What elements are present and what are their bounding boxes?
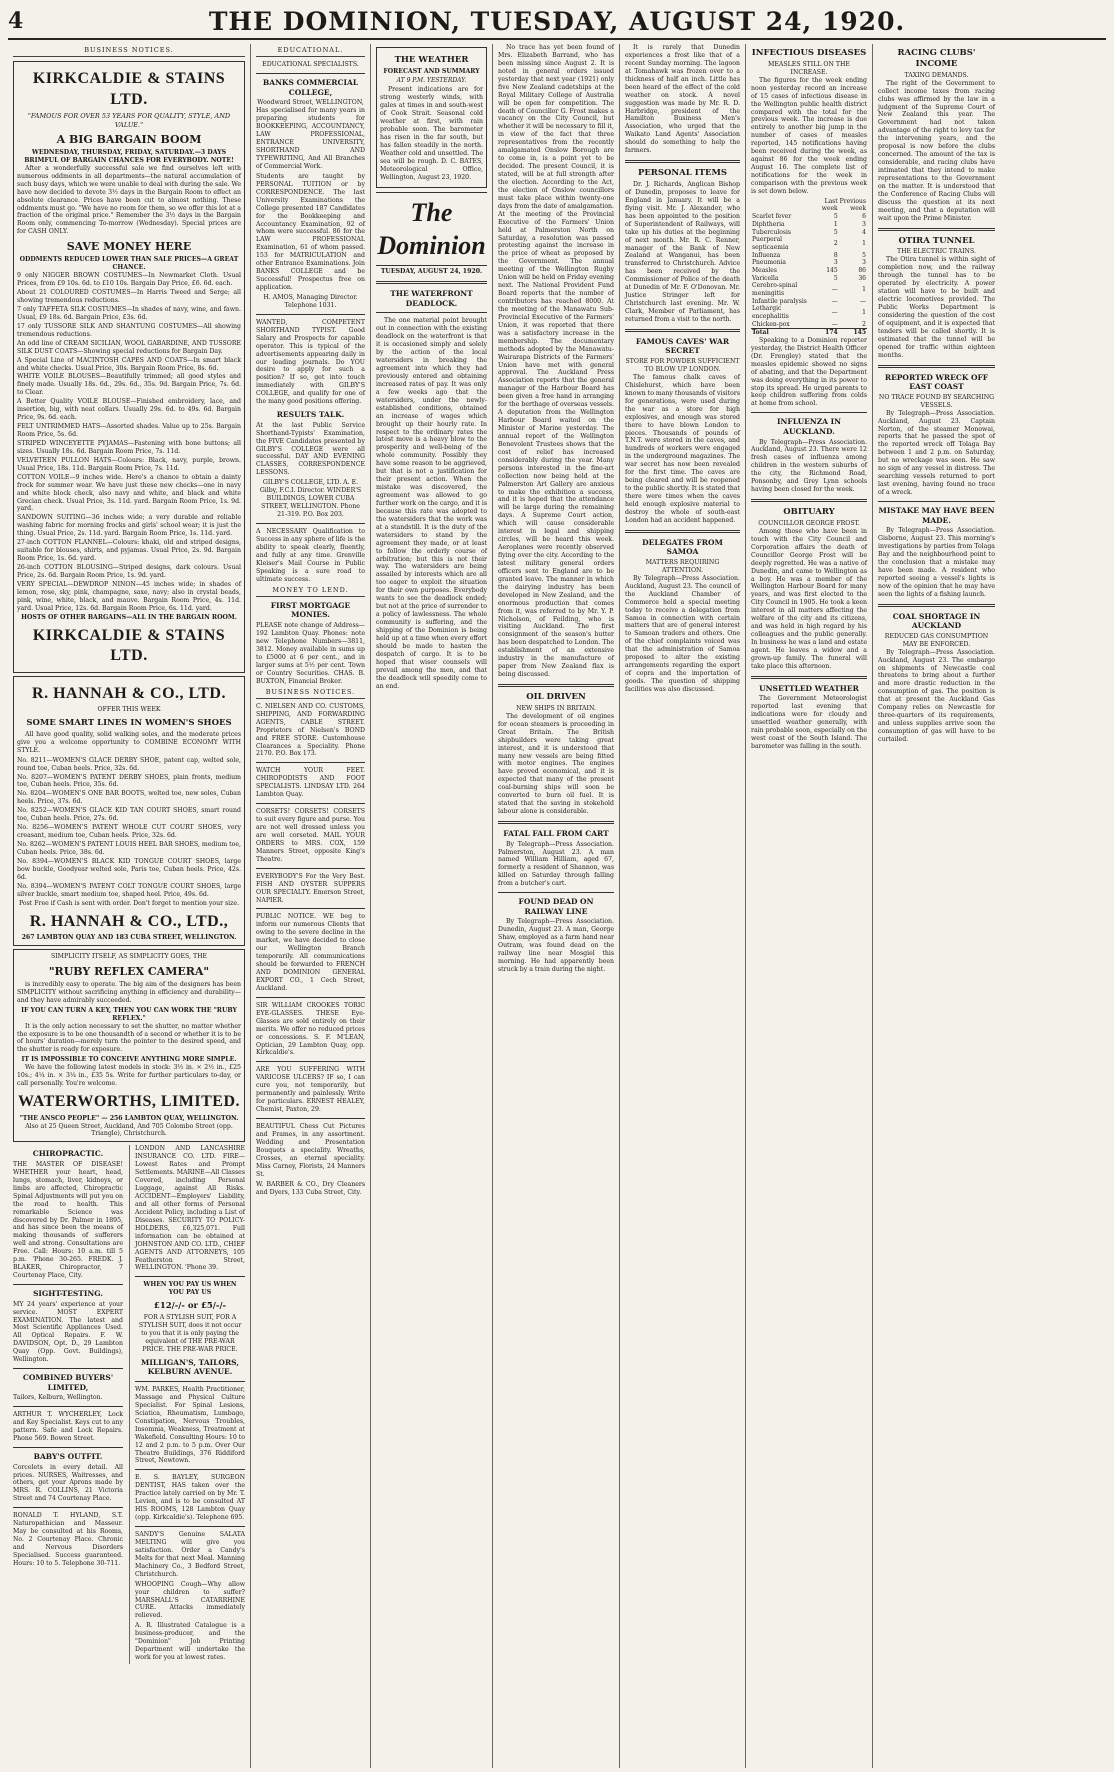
disease-prev: — [860, 297, 866, 305]
advert-heading: "RUBY REFLEX CAMERA" [48, 964, 210, 978]
sale-item: 9 only NIGGER BROWN COSTUMES—In Newmarket Cloth. Usual Prices, from £9 10s. 6d. to £10 10s. Bargain Day Price, £6. 6d. each. [17, 272, 241, 288]
article-subtitle: NEW SHIPS IN BRITAIN. [516, 704, 596, 712]
small-adverts-right [129, 1145, 245, 1664]
column-3-weather-editorial [371, 44, 493, 1768]
table-row [751, 282, 867, 297]
small-advert-text: E. S. BAYLEY, SURGEON DENTIST, HAS taken over the Practice lately carried on by Mr. T. Levien, and is to be consulted AT HIS ROOMS, 128 Lambton Quay (opp. Kirkcaldie's). Telephone 695. [135, 1474, 245, 1522]
advert-days: WEDNESDAY, THURSDAY, FRIDAY, SATURDAY.—3 DAYS BRIMFUL OF BARGAIN CHANCES FOR EVERYBODY. NOTE! [24, 148, 234, 164]
article-subtitle: STORE FOR POWDER SUFFICIENT TO BLOW UP LONDON. [625, 358, 740, 373]
disease-prev: 2 [862, 320, 866, 328]
disease-last: — [831, 286, 838, 294]
article-subtitle: THE ELECTRIC TRAINS. [897, 248, 976, 256]
news-paragraphs: No trace has yet been found of Mrs. Elizabeth Barrand, who has been missing since August 2. It is noted in general orders issued yesterday that next year (1921) only five New Zealand cadetships at the Royal Military College of Australia will be open for competition. The death of Councillor G. Frost makes a vacancy on the City Council, but whether it will be necessary to fill it, in view of the fact that three representatives from the recently amalgamated Onslow Borough are to come in, is a point yet to be decided. The present Council, it is stated, will be at full strength after the election. According to the Act, the election of Onslow councillors must take place within twenty-one days from the date of amalgamation. At the meeting of the Provincial Executive of the Farmers' Union held at Palmerston North on Saturday, a resolution was passed protesting against the increase in the price of wheat as proposed by the Government. The annual meeting of the Wellington Rugby Union will be held on Friday evening next. The National Provident Fund Board reports that the number of contributors has reached 8000. At the meeting of the Manawatu Sub-Provincial Executive of the Farmers' Union, it was reported that there was a satisfactory increase in the membership. The documentary methods adopted by the Manawatu-Wairarapa Districts of the Farmers' Union have met with general approval. The Auckland Press Association reports that the general manager of the Harbour Board has been given a free hand in arranging for the berthage of overseas vessels. A deputation from the Wellington Harbour Board waited on the Minister of Marine yesterday. The annual report of the Wellington Benevolent Trustees shows that the cost of relief has increased considerably during the year. Many persons interested in the fine-art collection now being held at the Palmerston Art Gallery are anxious to make the exhibition a success, and it is hoped that the attendance will be large during the remaining days. A Supreme Court action, which will cause considerable interest in legal and shipping circles, will be heard this week. Aeroplanes were recently observed flying over the city. According to the latest military general orders officers sent to England are to be granted leave. The manner in which the dairying industry has been developed in New Zealand, and the enormous production that comes from it, was referred to by Mr. Y. P. Nicholson, of Feilding, who is visiting Auckland. The first consignment of the season's butter has been despatched to London. The establishment of an extensive industry in the manufacture of paper from New Zealand flax is being discussed. [498, 44, 614, 679]
disease-name: Tuberculosis [752, 228, 791, 236]
advert-subtitle: ODDMENTS REDUCED LOWER THAN SALE PRICES—A GREAT CHANCE. [19, 256, 239, 272]
table-row [751, 305, 867, 320]
table-row [751, 213, 867, 221]
advert-title: BANKS COMMERCIAL COLLEGE, [262, 78, 359, 97]
disease-name: Cerebro-spinal meningitis [752, 282, 798, 297]
small-advert-text: SANDY'S Genuine SALATA MELTING will give you satisfaction. Order a Candy's Melts for that next Meal. Manning Machinery Co., 3 Bedford Street, Christchurch. [135, 1531, 245, 1578]
advert-note: Post Free if Cash is sent with order. Don't forget to mention your size. [18, 899, 240, 907]
disease-name: Infantile paralysis [752, 297, 807, 305]
article-body: The Otira tunnel is within sight of completion now, and the railway through the tunnel has to be operated by electricity. A power station will have to be built and electric locomotives provided. The Public Works Department is considering the question of the cost of equipment, and it is expected that tenders will be called shortly. It is estimated that the tunnel will be opened for traffic within eighteen months. [878, 256, 995, 359]
disease-name: Measles [752, 266, 777, 274]
advert-text: ARE YOU SUFFERING WITH VARICOSE ULCERS? IF so, I can cure you, not temporarily, but permanently and painlessly. Write for particulars. ERNEST HEALEY, Chemist, Paxton, 29. [256, 1066, 365, 1114]
advert-tag: "THE ANSCO PEOPLE" — 256 LAMBTON QUAY, WELLINGTON. [19, 1114, 239, 1122]
section-heading: BUSINESS NOTICES. [256, 688, 365, 699]
disease-last: 5 [833, 213, 838, 221]
advert-text: SIR WILLIAM CROOKES TORIC EYE-GLASSES. THESE Eye-Glasses are sold entirely on their merits. We offer no reduced prices or concessions. S. F. M'LEAN, Optician, 29 Lambton Quay, opp. Kirkcaldie's. [256, 1001, 365, 1057]
article-body: The famous chalk caves of Chislehurst, which have been known to many thousands of visitors for generations, were used during the war as a store for high explosives, and enough was stored there to have blown London to pieces. Thousands of pounds of T.N.T. were stored in the caves, and hundreds of workers were engaged in the underground magazines. The war secret has now been revealed for the first time. The caves are being cleared and will be reopened to the public shortly. It is stated that there were times when the caves held enough explosive material to destroy the whole of south-east London had an accident happened. [625, 373, 740, 524]
disease-name: Influenza [752, 251, 781, 259]
article-body: The development of oil engines for ocean steamers is proceeding in Great Britain. The British shipbuilders were taking great interest, and it is understood that many new vessels are being fitted with motor engines. The engines have proved economical, and it is expected that many of the present coal-burning ships will soon be converted to burn oil fuel. It is stated that the saving in stokehold labour alone is considerable. [498, 712, 614, 816]
advert-offer: OFFER THIS WEEK [97, 706, 161, 713]
advert-emphasis: IT IS IMPOSSIBLE TO CONCEIVE ANYTHING MORE SIMPLE. [21, 1056, 237, 1064]
table-row [751, 221, 867, 229]
advert-text: W. BARBER & CO., Dry Cleaners and Dyers, 133 Cuba Street, City. [256, 1180, 365, 1196]
article-body: By Telegraph—Press Association. Auckland, August 23. Captain Norton, of the steamer Monowai, reports that he passed the spot of the reported wreck off Tolaga Bay between 1 and 2 p.m. on Saturday, but no wreckage was seen. He saw no sign of any vessel in distress. The searching vessels returned to port last evening, having found no trace of a wreck. [878, 409, 995, 496]
shoe-item: No. 8211—WOMEN'S GLACE DERBY SHOE, patent cap, welted sole, round toe, Cuban heels. Price, 32s. 6d. [17, 756, 241, 772]
advert-heading: A BIG BARGAIN BOOM [56, 132, 202, 146]
article-body: By Telegraph—Press Association. Palmerston, August 23. A man named William Hilliam, aged 67, formerly a resident of Shannon, was killed on Saturday through falling from a butcher's cart. [498, 840, 614, 888]
disease-name: Scarlet fever [752, 213, 792, 221]
disease-last: — [831, 309, 838, 317]
sale-item: A Better Quality VOILE BLOUSE—Finished embroidery, lace, and insertion, big, with neat collars. Usually 29s. 6d. to 49s. 6d. Bargain Price, 9s. 6d. each. [17, 398, 241, 422]
advert-text: PUBLIC NOTICE. WE beg to inform our numerous Clients that owing to the severe decline in the market, we have decided to close our Wellington Branch temporarily. All communications should be forwarded to FRENCH AND DOMINION GENERAL EXPORT CO., 1 Cech Street, Auckland. [256, 913, 365, 992]
advert-text: Has specialised for many years in preparing students for BOOKKEEPING, ACCOUNTANCY, LAW PROFESSIONAL, ENTRANCE UNIVERSITY, SHORTHAND AND TYPEWRITING, And All Branches of Commercial Work. [256, 107, 365, 170]
camera-advert [13, 949, 245, 1142]
advert-signature: H. AMOS, Managing Director. Telephone 1031. [263, 293, 358, 309]
disease-last: 3 [833, 259, 838, 267]
disease-prev: 4 [862, 228, 866, 236]
disease-last: 2 [833, 240, 838, 247]
sale-item: An odd line of CREAM SICILIAN, WOOL GABARDINE, AND TUSSORE SILK DUST COATS—Showing special reductions for Bargain Day. [17, 339, 241, 355]
news-paragraphs: It is rarely that Dunedin experiences a frost like that of a recent Sunday morning. The lagoon at Tomahawk was frozen over to a thickness of half an inch. Little has been heard of the effect of the cold weather on stock. A novel suggestion was made by Mr. R. D. Harbridge, president of the Hamilton Business Men's Association, who urged that the Waikato Land Agents' Association should do something to help the farmers. [625, 44, 740, 155]
article-subtitle: REDUCED GAS CONSUMPTION MAY BE ENFORCED. [884, 632, 989, 648]
shoe-item: No. 8262—WOMEN'S PATENT LOUIS HEEL BAR SHOES, medium toe, Cuban heels. Price, 38s. 6d. [17, 841, 241, 856]
disease-name: Pneumonia [752, 259, 786, 267]
small-advert-text: WM. PARKES, Health Practitioner, Massage and Physical Culture Specialist. For Spinal Lesions, Sciatica, Rheumatism, Lumbago, Constipation, Nervous Troubles, Insomnia, Weakness, Treatment at Wakefield. Consulting Hours: 10 to 12 and 2 p.m. to 5 p.m. Over Our Theatre Buildings, 376 Riddiford Street, Newtown. [135, 1386, 245, 1465]
article-body: Dr. J. Richards, Anglican Bishop of Dunedin, proposes to leave for England in January. It will be a flying visit. Mr. J. Alexander, who has been appointed to the position of Superintendent of Railways, will take up his duties at the beginning of next month. Mr. R. C. Renner, manager of the Bank of New Zealand at Wanganui, has been transferred to Christchurch. Advice has been received by the Commissioner of Police of the death at Dunedin of Mr. F. O'Donovan. Mr. Justice Stringer left for Christchurch last evening. Mr. W. Clark, Member of Parliament, has returned from a visit to the north. [625, 181, 740, 323]
small-advert-text: ARTHUR T. WYCHERLEY, Lock and Key Specialist. Keys cut to any pattern. Safe and Lock Repairs. Phone 569. Bowen Street. [13, 1411, 123, 1443]
advert-heading: SOME SMART LINES IN WOMEN'S SHOES [26, 717, 232, 728]
column-2-educational [251, 44, 371, 1768]
disease-last: — [831, 320, 838, 328]
page-masthead [8, 4, 1106, 40]
small-advert-prices: £12/-/- or £5/-/- [153, 1301, 227, 1312]
sale-item: 26-inch COTTON BLOUSING—Striped designs, dark colours. Usual Price, 2s. 6d. Bargain Room Price, 1s. 9d. yard. [17, 564, 241, 579]
advert-title: R. HANNAH & CO., LTD. [32, 684, 226, 702]
table-total-row [751, 329, 867, 337]
advert-signature: R. HANNAH & CO., LTD., [29, 912, 229, 930]
article-subtitle: TAXING DEMANDS. [904, 71, 969, 79]
disease-last: 5 [833, 274, 838, 282]
page-columns [8, 44, 1106, 1768]
advert-lead: SIMPLICITY ITSELF, AS SIMPLICITY GOES, THE [50, 952, 208, 960]
table-row [751, 275, 867, 283]
advert-text: BEAUTIFUL Chess Cut Pictures and Frames, in any assortment. Wedding and Presentation Bouquets a speciality. Wreaths, Crosses, an eternal speciality. Miss Carney, Florists, 24 Manners St. [256, 1123, 365, 1178]
disease-name: Puerperal septicaemia [752, 236, 789, 251]
sale-item: STRIPED WINCEYETTE PYJAMAS—Fastening with bone buttons; all sizes. Usually 18s. 6d. Bargain Room Price, 7s. 11d. [17, 439, 241, 455]
article-body: The right of the Government to collect income taxes from racing clubs was affirmed by the law in a judgment of the Supreme Court of New Zealand this year. The Government had not taken advantage of the right to levy tax for the intervening years, and the proposal is now before the clubs concerned. The amount of the tax is considerable, and racing clubs have intimated that they intend to make representations to the Government on the matter. It is understood that the Conference of Racing Clubs will discuss the question at its next meeting, and that a deputation will wait upon the Prime Minister. [878, 79, 995, 222]
advert-title: KIRKCALDIE & STAINS LTD. [32, 70, 226, 108]
article-body: The figures for the week ending noon yesterday record an increase of 15 cases of infectious disease in the Wellington public health district compared with the total for the previous week. The increase is due entirely to another big jump in the number of cases of measles reported, 145 notifications having been received during the week, as against 86 for the week ending August 16. The complete list of notifications for the week in comparison with the previous week is set down below. [751, 76, 867, 195]
disease-prev: 86 [858, 266, 866, 274]
article-title: FATAL FALL FROM CART [503, 829, 609, 838]
kirkcaldie-advert [13, 61, 245, 672]
table-header: Previous week [839, 197, 866, 213]
weather-subtitle: FORECAST AND SUMMARY [383, 67, 480, 75]
disease-prev: 5 [862, 251, 866, 259]
sale-item: A Special Line of MACINTOSH CAPES AND COATS—In smart black and white checks. Usual Price, 30s. Bargain Room Price, 8s. 6d. [17, 356, 241, 372]
article-title: UNSETTLED WEATHER [759, 683, 859, 693]
advert-tagline: "FAMOUS FOR OVER 53 YEARS FOR QUALITY, STYLE, AND VALUE." [27, 112, 231, 129]
article-title: REPORTED WRECK OFF EAST COAST [884, 372, 989, 392]
table-row [751, 252, 867, 260]
shoe-item: No. 8252—WOMEN'S GLACE KID TAN COURT SHOES, smart round toe, Cuban heels. Price, 27s. 6d. [17, 807, 241, 823]
article-subtitle: COUNCILLOR GEORGE FROST. [758, 519, 860, 527]
advert-text: Students are taught by PERSONAL TUITION or by CORRESPONDENCE. The last University Examinations the College presented 187 Candidates for the Bookkeeping and Accountancy Examination, 92 of whom were successful. 86 for the LAW PROFESSIONAL Examination, 61 of whom passed. 153 for MATRICULATION and other Entrance Examinations. Join BANKS COLLEGE and be Successful! Prospectus free on application. [256, 172, 365, 291]
sale-item: COTTON VOILE—9 inches wide. Here's a chance to obtain a dainty frock for summer wear. We have just these new checks—one in navy and white block check, also navy and white, and black and white Grecian check. Usual Price, 3s. 11d. yard. Bargain Room Price, 1s. 9d. yard. [17, 473, 241, 513]
shoe-item: No. 8256—WOMEN'S PATENT WHOLE CUT COURT SHOES, very creasant, medium toe, Cuban heels. Price, 32s. 6d. [17, 824, 241, 840]
section-subheading: EDUCATIONAL SPECIALISTS. [262, 61, 359, 69]
editorial-body: The one material point brought out in connection with the existing deadlock on the waterfront is that it is occasioned simply and solely by the action of the local watersiders in breaking the agreement into which they had previously entered and obtaining increased rates of pay. It was only a few weeks ago that the watersiders, under the newly-established conditions, obtained an increase of wages which brought up their hourly rate. In respect to the ordinary rates the latest move is a heavy blow to the prosperity and well-being of the whole community. Possibly they have some reason to be aggrieved, but that is not a justification for their present action. When the mistake was discovered, the agreement was allowed to go further work on the cargo, and it is because this rate was adopted to the watersiders that the work was at a standstill. It is the duty of the watersiders to stand by the agreement they made, or at least to follow the orderly course of arbitration; but this is not their way. The watersiders are being assailed by interests which are all too eager to exploit the situation for their own purposes. Everybody wants to see the deadlock ended; but not at the price of surrender to a policy of lawlessness. The whole community is suffering, and the shipping of the Dominion is being held up at a time when every effort should be made to hasten the despatch of cargo. It is to be hoped that wiser counsels will prevail among the men, and that the deadlock will speedily come to an end. [376, 317, 487, 690]
advert-signature: WATERWORTHS, LIMITED. [17, 1093, 240, 1111]
column-6-news [746, 44, 873, 1768]
small-advert-text: WHOOPING Cough—Why allow your children to suffer? MARSHALL'S CATARRHINE CURE. Attacks immediately relieved. [135, 1580, 245, 1620]
article-subtitle: NO TRACE FOUND BY SEARCHING VESSELS. [878, 393, 995, 409]
article-body: Among those who have been in touch with the City Council and Corporation affairs the death of Councillor George Frost will be deeply regretted. He was a native of Dunedin, and came to Wellington as a boy. He was a member of the Wellington Harbour Board for many years, and was first elected to the City Council in 1905. He took a keen interest in all matters affecting the welfare of the city and its citizens, and was held in high regard by his colleagues and the public generally. In business he was a land and estate agent. He leaves a widow and a grown-up family. The funeral will take place this afternoon. [751, 527, 867, 670]
small-advert-text: THE MASTER OF DISEASE! WHETHER your heart, head, lungs, stomach, liver, kidneys, or limbs are affected, Chiropractic Spinal Adjustments will put you on the road to health. This remarkable Science was discovered by Dr. Palmer in 1895, and has since been the means of making thousands of sufferers well and strong. Consultations are Free. Call: Hours: 10 a.m. till 5 p.m. 'Phone 30-265. FREDK. J. BLAKER, Chiropractor, 7 Courtenay Place, City. [13, 1160, 123, 1280]
page-number: 4 [8, 8, 24, 34]
disease-prev: 1 [862, 240, 866, 247]
weather-title: THE WEATHER [394, 55, 469, 65]
shoe-item: No. 8394—WOMEN'S PATENT COLT TONGUE COURT SHOES, large silver buckle, smart medium toe, shaped heel. Price, 49s. 6d. [17, 882, 241, 898]
column-4-news [493, 44, 620, 1768]
sale-item: 7 only TAFFETA SILK COSTUMES—In shades of navy, wine, and fawn. Usual, £9 18s. 6d. Bargain Price, £3s. 6d. [17, 305, 241, 321]
article-title: RACING CLUBS' INCOME [897, 48, 976, 69]
shoe-item: No. 8394—WOMEN'S BLACK KID TONGUE COURT SHOES, large bow buckle, Goodyear welted sole, Paris toe, Cuban heels. Price, 42s. 6d. [17, 857, 241, 881]
article-title: FOUND DEAD ON RAILWAY LINE [518, 897, 594, 916]
column-7-news [873, 44, 1000, 1768]
table-row [751, 236, 867, 251]
small-advert-text: RONALD T. HYLAND, S.T. Naturopathician and Masseur. May be consulted at his Rooms, No. 2 Courtenay Place. Chronic and Nervous Disorders Specialised. Success guaranteed. Hours: 10 to 5. Telephone 30-711. [13, 1512, 123, 1567]
small-advert-text: Tailors, Kelburn, Wellington. [13, 1394, 103, 1402]
article-body: By Telegraph—Press Association. Auckland, August 23. The council of the Auckland Chamber of Commerce held a special meeting today to receive a delegation from Samoa in connection with certain matters that are of general interest to Samoan traders and others. One of the chief complaints voiced was that the administration of Samoa proposed to alter the existing arrangements regarding the export of copra and the importation of goods. The question of shipping facilities was also discussed. [625, 574, 740, 693]
total-last: 174 [825, 329, 838, 337]
advert-body: It is the only action necessary to set the shutter, no matter whether the exposure is to be one thousandth of a second or whether it is to be of hours' duration—merely turn the pointer to the desired speed, and the shutter is ready for exposure. [17, 1022, 241, 1054]
advert-text: CORSETS! CORSETS! CORSETS to suit every figure and purse. You are not well dressed unless you are well corseted. MAIL YOUR ORDERS to MRS. COX, 159 Manners Street, opposite King's Theatre. [256, 808, 365, 863]
article-title: OBITUARY [783, 507, 835, 518]
advert-text: C. NIELSEN AND CO. CUSTOMS, SHIPPING, AND FORWARDING AGENTS, CABLE STREET. Proprietors of Nielsen's BOND and FREE STORE. Customhouse Clearances a Speciality. Phone 2170. P.O. Box 173. [256, 702, 365, 758]
article-title: FAMOUS CAVES' WAR SECRET [635, 336, 730, 356]
newspaper-nameplate: The Dominion [376, 192, 487, 267]
advert-text: A NECESSARY Qualification to Success in any sphere of life is the ability to speak clearly, fluently, and fully at any time. Grenville Kleiser's Mail Course in Public Speaking is a sure road to ultimate success. [256, 527, 365, 583]
small-advert-text: FOR A STYLISH SUIT, FOR A STYLISH SUIT, does it not occur to you that it is only paying the equivalent of THE PRE-WAR PRICE. THE PRE-WAR PRICE. [138, 1314, 242, 1353]
table-row [751, 259, 867, 267]
disease-table [751, 198, 867, 337]
disease-prev: 3 [862, 220, 866, 228]
total-prev: 145 [853, 329, 866, 337]
shoe-item: No. 8207—WOMEN'S PATENT DERBY SHOES, plain fronts, medium toe, Cuban heels. Price, 35s. 6d. [17, 773, 241, 789]
advert-intro: After a wonderfully successful sale we find ourselves left with numerous oddments in all departments—the natural accumulation of such busy days, which we were unable to deal with during the sale. We have now decided to devote 3½ days in the Bargain Room to effect an absolute clearance. Prices have been cut to almost nothing. These oddments must go. "We have no room for them, so we offer this lot at a fraction of the original price." Remember the 3½ days in the Bargain Room only, commencing To-morrow (Wednesday). Special prices are for CASH ONLY. [17, 164, 241, 236]
advert-subheading: SAVE MONEY HERE [66, 240, 192, 254]
article-body: By Telegraph—Press Association. Auckland, August 23. The embargo on shipments of Newcastle coal threatens to bring about a further and more drastic reduction in the consumption of gas. The position is that at present the Auckland Gas Company relies on Newcastle for three-quarters of its requirements, and unless supplies arrive soon the consumption of gas will have to be curtailed. [878, 648, 995, 743]
article-body: By Telegraph—Press Association. Gisborne, August 23. This morning's investigations by parties from Tolaga Bay and the neighbourhood point to the conclusion that a mistake may have been made. A resident who reported seeing a vessel's lights is now of the opinion that he may have seen the lights of a fishing launch. [878, 527, 995, 598]
sale-item: 27-inch COTTON FLANNEL—Colours: khaki, old and striped designs, suitable for blouses, shirts, and pyjamas. Usual Price, 2s. 9d. Bargain Room Price, 1s. 6d. yard. [17, 539, 241, 563]
weather-text: Present indications are for strong westerly winds, with gales at times in and south-west of Cook Strait. Seasonal cold weather at first, with rain probable soon. The barometer has risen in the far south, but has fallen steadily in the north. Weather cold and unsettled. The sea will be rough. D. C. BATES, Meteorological Office, Wellington, August 23, 1920. [380, 86, 483, 181]
issue-date: TUESDAY, AUGUST 24, 1920. [380, 268, 483, 276]
small-advert-title: WHEN YOU PAY US WHEN YOU PAY US [143, 1281, 237, 1297]
disease-last: 5 [833, 228, 838, 236]
small-advert-title: BABY'S OUTFIT. [33, 1452, 103, 1462]
editorial-title: THE WATERFRONT DEADLOCK. [390, 289, 473, 308]
advert-address: Woodward Street, WELLINGTON, [257, 99, 364, 107]
hannah-shoes-advert [13, 676, 245, 946]
disease-last: 145 [826, 266, 838, 274]
article-title: OIL DRIVEN [526, 692, 586, 702]
small-adverts-grid [13, 1145, 245, 1664]
advert-intro: All have good quality, solid walking soles, and the moderate prices give you a welcome opportunity to COMBINE ECONOMY WITH STYLE. [17, 730, 241, 754]
sale-item: WHITE VOILE BLOUSES—Beautifully trimmed; all good styles and finely made. Usually 18s. 6d., 29s. 6d., 35s. 9d. Bargain Price, 7s. 6d. to Clear. [17, 373, 241, 397]
table-row [751, 267, 867, 275]
masthead-title: THE DOMINION, TUESDAY, AUGUST 24, 1920. [208, 6, 906, 36]
advert-text: WANTED, COMPETENT SHORTHAND TYPIST. Good Salary and Prospects for capable operator. This is typical of the advertisements appearing daily in our leading journals. Do YOU desire to apply for such a position? If so, get into touch immediately with GILBY'S COLLEGE, and qualify for one of the many good positions offering. [256, 318, 365, 406]
weather-time: AT 9 P.M. YESTERDAY. [396, 76, 467, 84]
disease-name: Lethargic encephalitis [752, 305, 789, 320]
section-heading: BUSINESS NOTICES. [13, 46, 245, 57]
advert-address: Also at 25 Queen Street, Auckland, And 705 Colombo Street (opp. Triangle), Christchurch. [25, 1122, 233, 1138]
table-row [751, 321, 867, 329]
advert-signature: KIRKCALDIE & STAINS LTD. [32, 626, 226, 665]
article-subtitle: MATTERS REQUIRING ATTENTION. [645, 558, 720, 574]
small-advert-text: Corcelets in every detail. All prices. NURSES, Waitresses, and others, get your Aprons made by MRS. R. COLLINS, 21 Victoria Street and 74 Courtenay Place. [13, 1463, 123, 1503]
advert-footer: HOSTS OF OTHER BARGAINS—ALL IN THE BARGAIN ROOM. [21, 613, 237, 621]
disease-last: — [831, 297, 838, 305]
disease-prev: 1 [862, 286, 866, 294]
sale-item: VERY SPECIAL—DEWDROP NINON—45 inches wide; in shades of lemon, rose, sky, pink, champagne, saxe, navy; also in crystal beads, pink, wine, white, black, and mauve. Bargain Room Price, 4s. 11d. yard. Usual Price, 12s. 6d. Bargain Room Price, 6s. 11d. yard. [17, 580, 241, 612]
section-heading: MONEY TO LEND. [256, 586, 365, 597]
article-body: Speaking to a Dominion reporter yesterday, the District Health Officer (Dr. Frengley) stated that the measles epidemic showed no signs of abating, and that the Department was doing everything in its power to stop its spread. He urged parents to keep children suffering from colds at home from school. [751, 336, 867, 408]
small-advert-text: LONDON AND LANCASHIRE INSURANCE CO. LTD. FIRE—Lowest Rates and Prompt Settlements. MARINE—All Classes Covered, including Personal Luggage, against All Risks. ACCIDENT—Employers' Liability, and all other forms of Personal Accident Policy, including a List of Diseases. SECURITY TO POLICY-HOLDERS, £6,325,071. Full information can be obtained at JOHNSTON AND CO. LTD., CHIEF AGENTS AND ATTORNEYS, 105 Featherston Street, WELLINGTON. 'Phone 39. [135, 1145, 245, 1272]
disease-last: 8 [833, 251, 838, 259]
disease-prev: 1 [862, 309, 866, 317]
small-advert-title: SIGHT-TESTING. [32, 1289, 104, 1299]
small-advert-title: CHIROPRACTIC. [32, 1149, 104, 1159]
column-5-news [620, 44, 746, 1768]
article-subtitle: MEASLES STILL ON THE INCREASE. [768, 60, 850, 76]
article-body: By Telegraph—Press Association. Auckland, August 23. There were 12 fresh cases of influenza among children in the western suburbs of the city, the Richmond Road, Ponsonby, and Grey Lynn schools having been closed for the week. [751, 438, 867, 494]
sale-item: FELT UNTRIMMED HATS—Assorted shades. Value up to 25s. Bargain Room Price, 5s. 6d. [17, 423, 241, 439]
disease-prev: 36 [858, 274, 866, 282]
article-title: DELEGATES FROM SAMOA [642, 537, 723, 557]
article-title: OTIRA TUNNEL [898, 235, 975, 246]
small-advert-text: A. R. Illustrated Catalogue is a business-producer, and the "Dominion" Job Printing Department will undertake the work for you at lowest rates. [135, 1622, 245, 1662]
table-header: Last week [821, 197, 838, 213]
section-heading: EDUCATIONAL. [256, 46, 365, 57]
advert-key-line: IF YOU CAN TURN A KEY, THEN YOU CAN WORK THE "RUBY REFLEX." [21, 1006, 237, 1022]
column-1-advertisements [8, 44, 251, 1768]
small-advert-text: MY 24 years' experience at your service. MOST EXPERT EXAMINATION. The latest and Most Scientific Appliances Used. All Optical Repairs. F. W. DAVIDSON, Opt. D., 29 Lambton Quay (Opp. Govt. Buildings), Wellington. [13, 1300, 123, 1364]
advert-text: PLEASE note change of Address—192 Lambton Quay. Phones: note new Telephone Numbers—3811, 3812. Money available in sums up to £5000 at 6 per cent., and in larger sums at 5½ per cent. Town or Country Securities. CHAS. B. BUXTON, Financial Broker. [256, 622, 365, 685]
advert-text: EVERYBODY'S For the Very Best. FISH AND OYSTER SUPPERS OUR SPECIALTY. Emerson Street, NAPIER. [256, 872, 365, 904]
weather-box [376, 47, 487, 188]
advert-title: RESULTS TALK. [276, 410, 345, 420]
advert-stock: We have the following latest models in stock: 3½ in. × 2½ in., £25 10s.; 4¼ in. × 3¼ in., £35 5s. Write for further particulars to-day, or call personally. You're welcome. [17, 1064, 241, 1088]
table-row [751, 298, 867, 306]
advert-address: GILBY'S COLLEGE, LTD. A. E. Gilby, F.C.I. Director. WINDER'S BUILDINGS, LOWER CUBA STREET, WELLINGTON. Phone 21-319. P.O. Box 203. [259, 479, 362, 519]
table-header-row [751, 198, 867, 213]
advert-text: is incredibly easy to operate. The big aim of the designers has been SIMPLICITY without sacrificing anything in efficiency and durability—and they have admirably succeeded. [17, 980, 241, 1004]
table-row [751, 229, 867, 237]
disease-prev: 6 [862, 213, 866, 221]
sale-item: 17 only TUSSORE SILK AND SHANTUNG COSTUMES—All showing tremendous reductions. [17, 322, 241, 338]
advert-address: 267 LAMBTON QUAY AND 183 CUBA STREET, WELLINGTON. [21, 933, 237, 941]
sale-item: VELVETEEN PULLON HATS—Colours: Black, navy, purple, brown. Usual Price, 18s. 11d. Bargain Room Price, 7s. 11d. [17, 456, 241, 472]
article-title: PERSONAL ITEMS [637, 168, 728, 179]
article-body: The Government Meteorologist reported last evening that indications were for cloudy and unsettled weather generally, with rain probable soon, especially on the west coast of the South Island. The barometer was falling in the south. [751, 695, 867, 750]
article-title: INFECTIOUS DISEASES [751, 48, 867, 58]
article-title: MISTAKE MAY HAVE BEEN MADE. [878, 505, 995, 525]
small-adverts-left [13, 1145, 123, 1664]
small-advert-title: COMBINED BUYERS' LIMITED, [22, 1373, 114, 1392]
disease-name: Varicella [752, 274, 779, 282]
total-label: Total [752, 329, 769, 337]
article-title: COAL SHORTAGE IN AUCKLAND [892, 611, 981, 631]
article-body: By Telegraph—Press Association. Dunedin, August 23. A man, George Shaw, employed as a farm hand near Outram, was found dead on the railway line near Mosgiel this morning. He had apparently been struck by a train during the night. [498, 918, 614, 974]
advert-text: At the last Public Service Shorthand-Typists' Examination, the FIVE Candidates presented by GILBY'S COLLEGE were all successful. DAY AND EVENING CLASSES, CORRESPONDENCE LESSONS. [256, 421, 365, 477]
disease-name: Diphtheria [752, 220, 785, 228]
disease-prev: 3 [862, 259, 866, 267]
disease-name: Chicken-pox [752, 320, 790, 328]
disease-last: 1 [833, 220, 838, 228]
sale-item: About 21 COLOURED COSTUMES—In Harris Tweed and Serge; all showing tremendous reductions. [17, 289, 241, 305]
article-title: INFLUENZA IN AUCKLAND. [777, 417, 841, 436]
advert-text: WATCH YOUR FEET. CHIROPODISTS AND FOOT SPECIALISTS. LINDSAY LTD. 264 Lambton Quay. [256, 767, 365, 799]
sale-item: SANDOWN SUITING—36 inches wide; a very durable and reliable washing fabric for morning frocks and girls' school wear; it is just the thing. Usual Price, 2s. 11d. yard. Bargain Room Price, 1s. 11d. yard. [17, 514, 241, 538]
small-advert-title: MILLIGAN'S, TAILORS, KELBURN AVENUE. [141, 1357, 239, 1377]
shoe-item: No. 8204—WOMEN'S ONE BAR BOOTS, welted toe, new soles, Cuban heels. Price, 37s. 6d. [17, 790, 241, 806]
advert-title: FIRST MORTGAGE MONIES. [270, 600, 351, 620]
